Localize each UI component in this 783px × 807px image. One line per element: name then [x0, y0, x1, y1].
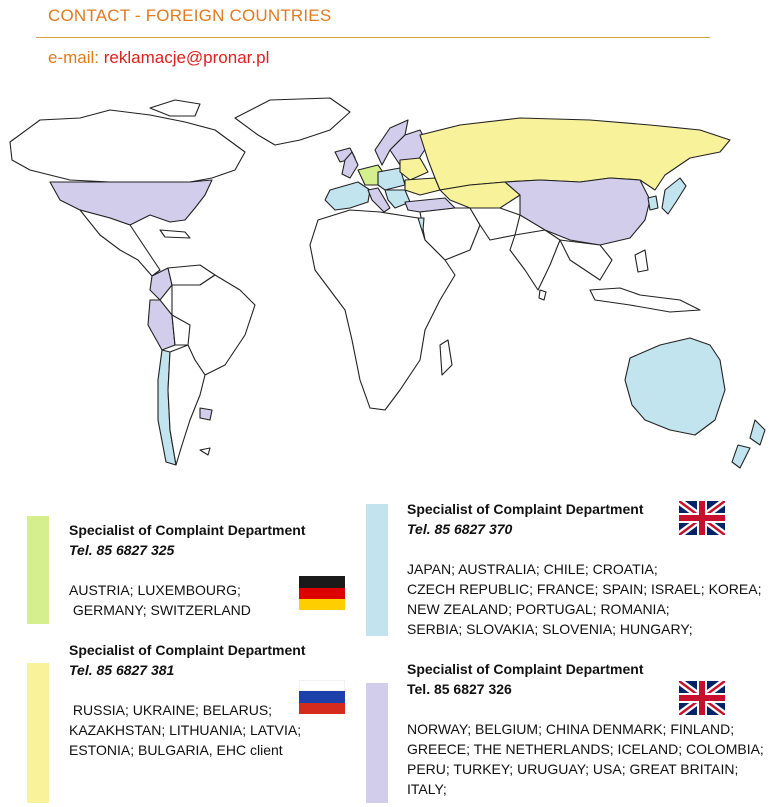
card-heading: Specialist of Complaint Department — [407, 501, 644, 517]
phone-number[interactable]: Tel. 85 6827 381 — [69, 662, 175, 678]
country-line: KAZAKHSTAN; LITHUANIA; LATVIA; — [69, 722, 302, 738]
indonesia-shape — [590, 288, 700, 312]
email-link[interactable]: reklamacje@pronar.pl — [103, 48, 270, 67]
email-label: e-mail: — [48, 48, 104, 67]
new-zealand-shape — [750, 420, 765, 445]
philippines-shape — [635, 250, 648, 272]
sri-lanka-shape — [539, 290, 546, 300]
uk-flag-icon — [679, 681, 725, 715]
card-heading: Specialist of Complaint Department — [69, 642, 306, 658]
email-line — [48, 48, 269, 68]
country-line: PERU; TURKEY; URUGUAY; USA; GREAT BRITAIN; ITALY; — [407, 761, 739, 797]
card-heading: Specialist of Complaint Department — [407, 661, 644, 677]
country-line: GREECE; THE NETHERLANDS; ICELAND; COLOMBIA; — [407, 741, 764, 757]
korea-shape — [648, 196, 658, 210]
australia-shape — [625, 338, 725, 435]
japan-shape — [662, 178, 686, 214]
country-line: ESTONIA; BULGARIA, EHC client — [69, 742, 283, 758]
russia-shape — [420, 118, 730, 190]
region-color-bar-yellow — [27, 663, 49, 803]
peru-shape — [148, 300, 175, 350]
country-line: NEW ZEALAND; PORTUGAL; ROMANIA; — [407, 601, 670, 617]
cuba-shape — [160, 230, 190, 238]
russia-flag-icon — [299, 680, 345, 714]
ukraine-shape — [405, 178, 440, 195]
germany-flag-icon — [299, 576, 345, 610]
falklands-shape — [200, 448, 210, 455]
world-map — [0, 90, 783, 490]
phone-number[interactable]: Tel. 85 6827 326 — [407, 681, 512, 697]
uruguay-shape — [200, 408, 212, 420]
country-list — [407, 559, 777, 639]
france-iberia-shape — [325, 182, 370, 210]
canada-shape — [10, 110, 245, 182]
uk-flag-icon — [679, 501, 725, 535]
page-title: CONTACT - FOREIGN COUNTRIES — [48, 6, 332, 25]
phone-number[interactable]: Tel. 85 6827 325 — [69, 542, 175, 558]
card-heading: Specialist of Complaint Department — [69, 522, 306, 538]
country-line: NORWAY; BELGIUM; CHINA DENMARK; FINLAND; — [407, 721, 735, 737]
southeast-asia-shape — [560, 240, 612, 280]
madagascar-shape — [440, 340, 452, 375]
country-list — [407, 719, 781, 799]
region-color-bar-lavender — [366, 683, 388, 803]
world-map-svg — [0, 90, 783, 490]
region-color-bar-blue — [366, 504, 388, 636]
phone-number[interactable]: Tel. 85 6827 370 — [407, 521, 513, 537]
country-line: CZECH REPUBLIC; FRANCE; SPAIN; ISRAEL; KOREA; — [407, 581, 762, 597]
country-line: JAPAN; AUSTRALIA; CHILE; CROATIA; — [407, 561, 658, 577]
arctic-islands-shape — [150, 100, 200, 116]
new-zealand-south-shape — [732, 445, 750, 468]
india-shape — [510, 230, 560, 290]
header-divider — [36, 37, 710, 38]
contact-card-lavender — [407, 659, 781, 799]
region-color-bar-green — [27, 516, 49, 624]
country-line: GERMANY; SWITZERLAND — [69, 602, 251, 618]
greenland-shape — [235, 98, 350, 145]
country-line: RUSSIA; UKRAINE; BELARUS; — [69, 702, 273, 718]
usa-shape — [50, 180, 212, 225]
baltic-belarus-shape — [400, 158, 428, 180]
country-line: AUSTRIA; LUXEMBOURG; — [69, 582, 241, 598]
country-line: SERBIA; SLOVAKIA; SLOVENIA; HUNGARY; — [407, 621, 693, 637]
